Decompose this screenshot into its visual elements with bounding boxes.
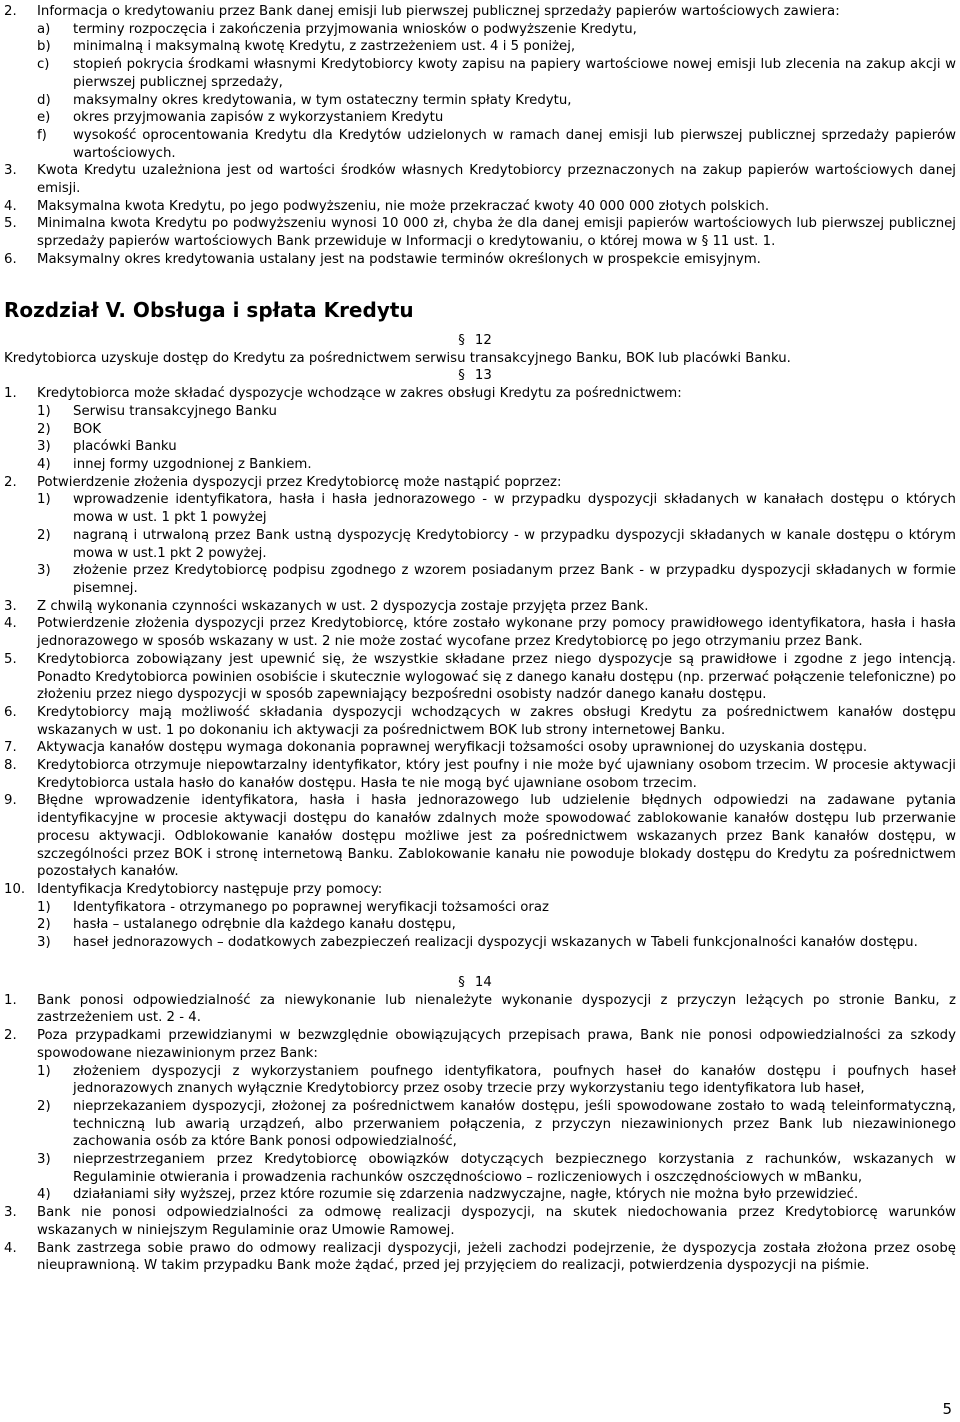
list-item: 2) BOK — [37, 421, 102, 437]
section-number: 13 — [474, 368, 492, 384]
section-symbol: § — [458, 368, 465, 384]
item-number: 2. — [4, 4, 17, 19]
list-item: b) minimalną i maksymalną kwotę Kredytu, z zastrzeżeniem ust. 4 i 5 poniżej, — [37, 39, 576, 55]
list-item: 10. Identyfikacja Kredytobiorcy następuje przy pomocy: — [4, 881, 383, 897]
list-item: 9. Błędne wprowadzenie identyfikatora, hasła i hasła jednorazowego lub udzielenie błędnych odpowiedzi na zadawane pytania identyfikacyjne w procesie aktywacji dostępu do kanałów zdalnych może spowodować zablokowanie kanałów dostępu lub przerwanie procesu aktywacji. Odblokowanie kanałów dostępu możliwe jest za pośrednictwem wskazanych przez Bank kanałów dostępu, w szczególności przez BOK i stronę internetową Banku. Zablokowanie kanału nie powoduje blokady dostępu do Kredytu za pośrednictwem pozostałych kanałów. — [4, 793, 956, 880]
list-item: 4. Bank zastrzega sobie prawo do odmowy realizacji dyspozycji, jeżeli zachodzi podejrzenie, że dyspozycja została złożona przez osobę nieuprawnioną. W takim przypadku Bank może żądać, przed jej przyjęciem do realizacji, potwierdzenia dyspozycji na piśmie. — [4, 1240, 956, 1274]
list-item: 2) hasła – ustalanego odrębnie dla każdego kanału dostępu, — [37, 917, 456, 933]
list-item: 4) innej formy uzgodnionej z Bankiem. — [37, 457, 312, 473]
list-item: 5. Minimalna kwota Kredytu po podwyższeniu wynosi 10 000 zł, chyba że dla danej emisji papierów wartościowych lub pierwszej publicznej sprzedaży papierów wartościowych Bank przewiduje w Informacji o kredytowaniu, o której mowa w § 11 ust. 1. — [4, 216, 956, 250]
list-item — [4, 3, 956, 21]
list-item: 1. Kredytobiorca może składać dyspozycje wchodzące w zakres obsługi Kredytu za pośrednictwem: — [4, 386, 682, 402]
list-item: 6. Maksymalny okres kredytowania ustalany jest na podstawie terminów określonych w prospekcie emisyjnym. — [4, 251, 761, 267]
section-14-heading — [0, 974, 956, 992]
list-item: 1) złożeniem dyspozycji z wykorzystaniem poufnego identyfikatora, poufnych haseł do kanałów dostępu i poufnych haseł jednorazowych znanych wyłącznie Kredytobiorcy przez osoby trzecie przy wykorzystaniu tego identyfikatora lub haseł, — [37, 1063, 956, 1097]
list-item: 4. Maksymalna kwota Kredytu, po jego podwyższeniu, nie może przekraczać kwoty 40 000 000 złotych polskich. — [4, 198, 770, 214]
section-symbol: § — [458, 332, 465, 348]
list-item: 3) haseł jednorazowych – dodatkowych zabezpieczeń realizacji dyspozycji wskazanych w Tabeli funkcjonalności kanałów dostępu. — [37, 935, 918, 951]
list-item: 1. Bank ponosi odpowiedzialność za niewykonanie lub nienależyte wykonanie dyspozycji z przyczyn leżących po stronie Banku, z zastrzeżeniem ust. 2 - 4. — [4, 992, 956, 1026]
list-item: 1) Identyfikatora - otrzymanego po poprawnej weryfikacji tożsamości oraz — [37, 899, 549, 915]
list-item: 6. Kredytobiorcy mają możliwość składania dyspozycji wchodzących w zakres obsługi Kredytu za pośrednictwem kanałów dostępu wskazanych w ust. 1 po dokonaniu ich aktywacji za pośrednictwem BOK lub strony internetowej Banku. — [4, 704, 956, 738]
list-item: 3) nieprzestrzeganiem przez Kredytobiorcę obowiązków dotyczących bezpiecznego korzystania z rachunków, wskazanych w Regulaminie otwierania i prowadzenia rachunków oszczędnościowo – rozliczeniowych i oszczędnościowych w mBanku, — [37, 1152, 956, 1185]
list-item: d) maksymalny okres kredytowania, w tym ostateczny termin spłaty Kredytu, — [37, 92, 572, 108]
list-item: c) stopień pokrycia środkami własnymi Kredytobiorcy kwoty zapisu na papiery wartościowe nowej emisji lub zlecenia na zakup akcji w pierwszej publicznej sprzedaży, — [37, 57, 956, 90]
list-item: 8. Kredytobiorca otrzymuje niepowtarzalny identyfikator, który jest poufny i nie może być ujawniany osobom trzecim. W procesie aktywacji Kredytobiorca ustala hasło do kanałów dostępu. Hasła te nie mogą być ujawniane osobom trzecim. — [4, 758, 956, 791]
section-symbol: § — [458, 974, 465, 990]
list-item: 2. Potwierdzenie złożenia dyspozycji przez Kredytobiorcę może nastąpić poprzez: — [4, 474, 562, 490]
list-item: 1) Serwisu transakcyjnego Banku — [37, 403, 277, 419]
section-13-heading — [0, 367, 956, 385]
list-item: 3) złożenie przez Kredytobiorcę podpisu zgodnego z wzorem posiadanym przez Bank - w przypadku dyspozycji składanych w formie pisemnej. — [37, 563, 956, 596]
list-item: 7. Aktywacja kanałów dostępu wymaga dokonania poprawnej weryfikacji tożsamości osoby uprawnionej do uzyskania dostępu. — [4, 740, 868, 756]
section-12-heading — [0, 332, 956, 350]
list-item: 5. Kredytobiorca zobowiązany jest upewnić się, że wszystkie składane przez niego dyspozycje są prawidłowe i zgodne z jego intencją. Ponadto Kredytobiorca powinien osobiście i skutecznie wylogować się z danego kanału dostępu (np. przerwać połączenie telefoniczne) po złożeniu przez niego dyspozycji w sposób zapewniający bezpośredni osobisty nadzór danego kanału dostępu. — [4, 651, 956, 703]
list-item: 3. Bank nie ponosi odpowiedzialności za odmowę realizacji dyspozycji, na skutek niedochowania przez Kredytobiorcę warunków wskazanych w niniejszym Regulaminie oraz Umowie Ramowej. — [4, 1205, 956, 1238]
list-item: 3) placówki Banku — [37, 439, 177, 455]
list-item: f) wysokość oprocentowania Kredytu dla Kredytów udzielonych w ramach danej emisji lub pierwszej publicznej sprzedaży papierów wartościowych. — [37, 127, 956, 161]
document-page — [4, 3, 956, 1275]
section-number: 12 — [474, 332, 492, 348]
list-item: 2) nagraną i utrwaloną przez Bank ustną dyspozycję Kredytobiorcy - w przypadku dyspozycji składanych w kanale dostępu o którym mowa w ust.1 pkt 2 powyżej. — [37, 527, 956, 561]
list-item: e) okres przyjmowania zapisów z wykorzystaniem Kredytu — [37, 110, 444, 126]
page-number: 5 — [942, 1400, 952, 1418]
list-item: 2) nieprzekazaniem dyspozycji, złożonej za pośrednictwem kanałów dostępu, jeśli spowodowane zostało to wadą teleinformatyczną, techniczną lub awarią urządzeń, albo przerwaniem połączenia, z przyczyn niezawinionych przez Bank lub niezawinionego zachowania osób za które Bank ponosi odpowiedzialność, — [37, 1098, 956, 1150]
list-item: 3. Z chwilą wykonania czynności wskazanych w ust. 2 dyspozycja zostaje przyjęta przez Bank. — [4, 598, 649, 614]
chapter-heading: Rozdział V. Obsługa i spłata Kredytu — [4, 297, 414, 322]
list-item: 3. Kwota Kredytu uzależniona jest od wartości środków własnych Kredytobiorcy przeznaczonych na zakup papierów wartościowych danej emisji. — [4, 163, 956, 197]
list-item: 2. Poza przypadkami przewidzianymi w bezwzględnie obowiązujących przepisach prawa, Bank nie ponosi odpowiedzialności za szkody spowodowane niezawinionym przez Bank: — [4, 1028, 956, 1061]
section-number: 14 — [474, 974, 492, 990]
section-12-text: Kredytobiorca uzyskuje dostęp do Kredytu za pośrednictwem serwisu transakcyjnego Banku, BOK lub placówki Banku. — [4, 350, 791, 366]
list-item: 4) działaniami siły wyższej, przez które rozumie się zdarzenia nadzwyczajne, nagłe, których nie można było przewidzieć. — [37, 1187, 859, 1203]
list-item: 4. Potwierdzenie złożenia dyspozycji przez Kredytobiorcę, które zostało wykonane przy pomocy prawidłowego identyfikatora, hasła i hasła jednorazowego w sposób wskazany w ust. 2 nie może zostać wycofane przez Kredytobiorcę po jego otrzymaniu przez Bank. — [4, 616, 956, 650]
list-item: a) terminy rozpoczęcia i zakończenia przyjmowania wniosków o podwyższenie Kredytu, — [37, 21, 637, 37]
list-item: 1) wprowadzenie identyfikatora, hasła i hasła jednorazowego - w przypadku dyspozycji składanych w kanałach dostępu o których mowa w ust. 1 pkt 1 powyżej — [37, 492, 956, 526]
item-text: Informacja o kredytowaniu przez Bank danej emisji lub pierwszej publicznej sprzedaży papierów wartościowych zawiera: — [37, 4, 840, 19]
